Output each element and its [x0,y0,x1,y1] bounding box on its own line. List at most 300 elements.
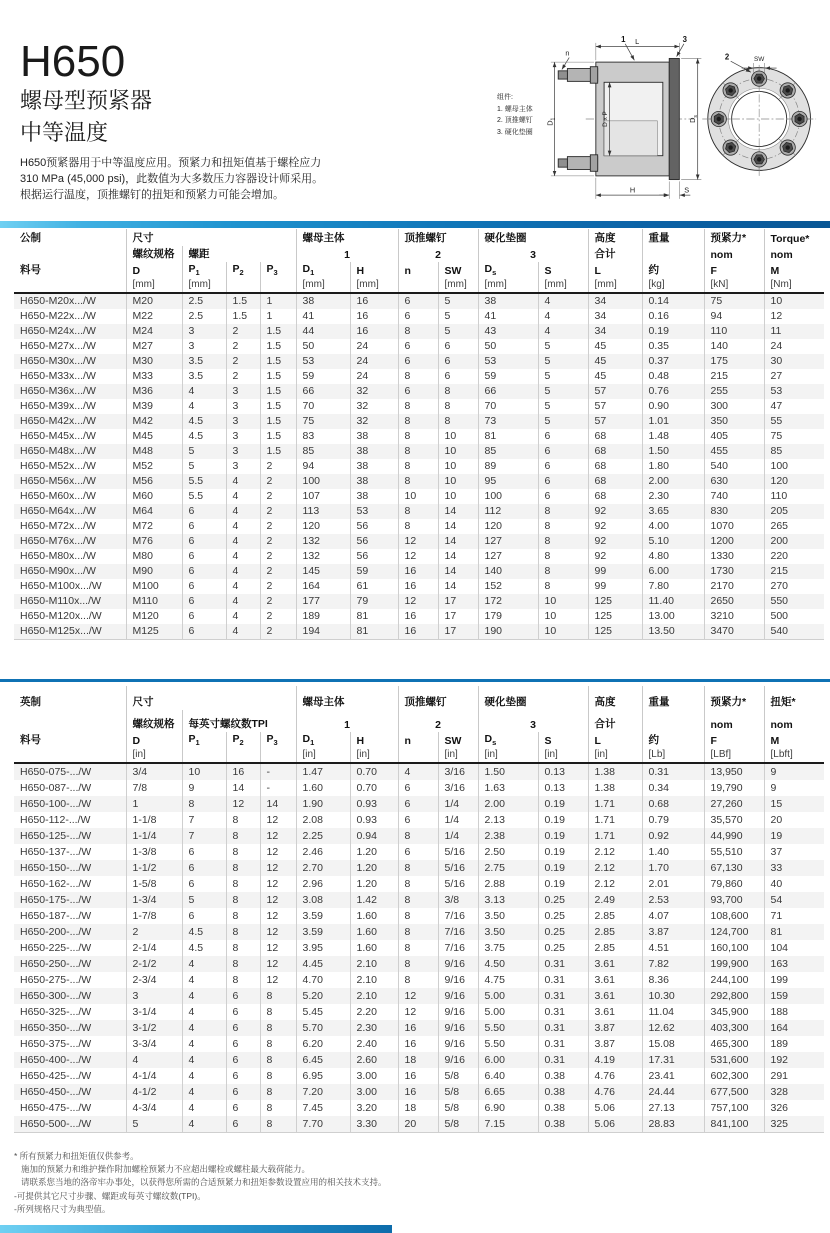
part-number-cell: H650-250-.../W [20,958,92,970]
value-cell: 270 [764,579,824,594]
table-row [14,1020,824,1036]
value-cell: 14 [438,564,478,579]
table-row [14,1068,824,1084]
header-cell: $D_s$ [478,732,538,748]
value-cell: 2.01 [642,876,704,892]
description-line: H650预紧器用于中等温度应用。预紧力和扭矩值基于螺栓应力 [20,157,322,170]
value-cell: 0.90 [642,399,704,414]
value-cell: 2.30 [642,489,704,504]
table-row [14,796,824,812]
part-number-cell: H650-M48x.../W [20,445,96,457]
header-cell: n [398,732,438,748]
title-block [20,37,490,204]
value-cell: 5 [538,339,588,354]
description-line: 310 MPa (45,000 psi)，此数值为大多数压力容器设计师采用。 [20,173,324,186]
value-cell: 328 [764,1084,824,1100]
header-row [14,732,824,748]
value-cell: 3.30 [350,1116,398,1133]
value-cell: 92 [588,549,642,564]
value-cell: 35,570 [704,812,764,828]
value-cell: 125 [588,594,642,609]
header-cell: $D_1$ [296,262,350,278]
value-cell: 2.85 [588,940,642,956]
value-cell: 1330 [704,549,764,564]
value-cell: 4 [226,504,260,519]
value-cell: 140 [478,564,538,579]
part-number-cell: H650-137-.../W [20,846,92,858]
value-cell: 112 [478,504,538,519]
table-row [14,504,824,519]
part-number-cell: H650-M76x.../W [20,535,96,547]
value-cell: 12 [260,924,296,940]
header-cell: $P_1$ [182,732,226,748]
value-cell: 75 [764,429,824,444]
value-cell: 6 [226,1004,260,1020]
value-cell: 6 [182,609,226,624]
value-cell: 0.70 [350,780,398,796]
table-row [14,293,824,309]
value-cell: 16 [398,624,438,640]
value-cell: 2.00 [478,796,538,812]
value-cell: 0.38 [538,1068,588,1084]
value-cell: 3.5 [182,369,226,384]
value-cell: 81 [350,609,398,624]
footnote-line: -所列规格尺寸为典型值。 [14,1203,111,1214]
value-cell: 6 [438,354,478,369]
value-cell: 2 [260,594,296,609]
value-cell: 1.60 [296,780,350,796]
value-cell: 0.92 [642,828,704,844]
value-cell: 4 [226,549,260,564]
value-cell: 2.40 [350,1036,398,1052]
header-cell: F [704,732,764,748]
value-cell: 3-1/2 [126,1020,182,1036]
value-cell: 7 [182,812,226,828]
value-cell: 4.76 [588,1084,642,1100]
header-cell: 合计 [588,710,642,732]
value-cell: 1.20 [350,860,398,876]
value-cell: 2.53 [642,892,704,908]
value-cell: 0.31 [642,763,704,780]
value-cell: 145 [296,564,350,579]
value-cell: M90 [126,564,182,579]
value-cell: 5/16 [438,876,478,892]
header-row [14,686,824,710]
table-row [14,564,824,579]
value-cell: 2170 [704,579,764,594]
value-cell: 70 [478,399,538,414]
value-cell: 104 [764,940,824,956]
value-cell: 27,260 [704,796,764,812]
value-cell: 4 [182,1020,226,1036]
product-description [20,156,490,204]
table-row [14,594,824,609]
value-cell: 2.08 [296,812,350,828]
value-cell: 6 [182,504,226,519]
value-cell: 0.34 [642,780,704,796]
header-cell: 硬化垫圈 [478,229,588,246]
value-cell: 10 [182,763,226,780]
header-cell [260,278,296,293]
value-cell: 1-1/8 [126,812,182,828]
table-row [14,369,824,384]
value-cell: 38 [350,489,398,504]
value-cell: 4.5 [182,940,226,956]
value-cell: 350 [704,414,764,429]
value-cell: 11.04 [642,1004,704,1020]
value-cell: 2.5 [182,309,226,324]
value-cell: 2.60 [350,1052,398,1068]
value-cell: 160,100 [704,940,764,956]
value-cell: 6 [398,309,438,324]
value-cell: 12 [260,828,296,844]
value-cell: 2.49 [588,892,642,908]
callout-label-3: 3 [682,34,687,44]
value-cell: 4 [538,324,588,339]
value-cell: 16 [398,609,438,624]
value-cell: 1070 [704,519,764,534]
part-number-cell: H650-475-.../W [20,1102,92,1114]
header-cell: n [398,262,438,278]
value-cell: 179 [478,609,538,624]
value-cell: 3/16 [438,780,478,796]
table-row [14,908,824,924]
value-cell: 3/8 [438,892,478,908]
value-cell: 1.5 [260,324,296,339]
value-cell: 5 [438,324,478,339]
value-cell: 6 [182,564,226,579]
value-cell: 4.5 [182,924,226,940]
value-cell: 757,100 [704,1100,764,1116]
value-cell: 16 [398,1068,438,1084]
table-row [14,429,824,444]
value-cell: 17 [438,624,478,640]
value-cell: M125 [126,624,182,640]
header-cell: 约 [642,262,704,278]
header-cell: 螺距 [182,246,296,262]
value-cell: 255 [704,384,764,399]
value-cell: M27 [126,339,182,354]
value-cell: 100 [296,474,350,489]
header-cell: 螺母主体 [296,686,398,710]
value-cell: - [260,780,296,796]
header-cell: [kN] [704,278,764,293]
value-cell: 164 [764,1020,824,1036]
dim-label-H: H [629,185,636,195]
part-number-cell: H650-225-.../W [20,942,92,954]
header-row [14,262,824,278]
value-cell: 28.83 [642,1116,704,1133]
part-number-cell: H650-425-.../W [20,1070,92,1082]
leader-line-n [562,58,569,70]
value-cell: 220 [764,549,824,564]
value-cell: 1.80 [642,459,704,474]
value-cell: 1.48 [642,429,704,444]
header-cell: 扭矩* [764,686,824,710]
value-cell: 6.00 [478,1052,538,1068]
value-cell: 4 [226,519,260,534]
value-cell: 38 [478,293,538,309]
value-cell: 0.79 [642,812,704,828]
value-cell: 8 [538,534,588,549]
part-number-cell: H650-087-.../W [20,782,92,794]
value-cell: 175 [704,354,764,369]
value-cell: 1200 [704,534,764,549]
value-cell: 14 [438,504,478,519]
header-row [14,246,824,262]
value-cell: 20 [764,812,824,828]
value-cell: 1.20 [350,876,398,892]
value-cell: 5.5 [182,474,226,489]
value-cell: 94 [296,459,350,474]
value-cell: 67,130 [704,860,764,876]
value-cell: 32 [350,399,398,414]
value-cell: 292,800 [704,988,764,1004]
bore-step [604,121,657,156]
value-cell: 14 [226,780,260,796]
value-cell: 16 [226,763,260,780]
header-cell: 螺纹规格 [126,710,182,732]
table-row [14,459,824,474]
value-cell: 47 [764,399,824,414]
value-cell: 325 [764,1116,824,1133]
value-cell: 2 [260,534,296,549]
imperial-divider-bar [0,679,830,682]
value-cell: 1-3/8 [126,844,182,860]
page-title: H650 [20,37,126,86]
value-cell: 6 [182,549,226,564]
value-cell: 8 [398,459,438,474]
value-cell: 12 [398,594,438,609]
value-cell: 1.60 [350,924,398,940]
value-cell: 8 [226,812,260,828]
value-cell: M120 [126,609,182,624]
value-cell: 16 [398,1036,438,1052]
value-cell: 57 [588,399,642,414]
value-cell: 27.13 [642,1100,704,1116]
value-cell: 500 [764,609,824,624]
value-cell: 92 [588,534,642,549]
value-cell: 12 [398,549,438,564]
value-cell: 1 [126,796,182,812]
value-cell: 8 [438,384,478,399]
section-divider-bar [0,221,830,228]
value-cell: 5 [182,892,226,908]
value-cell: 4.07 [642,908,704,924]
value-cell: 1 [260,309,296,324]
value-cell: 10 [438,444,478,459]
value-cell: 4 [226,474,260,489]
value-cell: 32 [350,384,398,399]
callout-label-2: 2 [724,52,730,62]
value-cell: 15.08 [642,1036,704,1052]
header-cell: [in] [296,748,350,763]
value-cell: M60 [126,489,182,504]
value-cell: 7 [182,828,226,844]
header-cell: [in] [438,748,478,763]
value-cell: 3 [226,429,260,444]
value-cell: 6 [398,384,438,399]
value-cell: 841,100 [704,1116,764,1133]
value-cell: 6 [398,812,438,828]
value-cell: 8 [226,828,260,844]
header-cell: 合计 [588,246,642,262]
value-cell: 244,100 [704,972,764,988]
value-cell: 3.50 [478,908,538,924]
value-cell: 120 [764,474,824,489]
value-cell: 4 [226,534,260,549]
header-cell: [Nm] [764,278,824,293]
value-cell: 6 [226,1100,260,1116]
value-cell: 8 [398,828,438,844]
value-cell: 8 [260,1084,296,1100]
value-cell: 3 [226,399,260,414]
value-cell: 4.45 [296,956,350,972]
value-cell: 1.42 [350,892,398,908]
value-cell: 100 [764,459,824,474]
value-cell: 10 [438,474,478,489]
value-cell: 24.44 [642,1084,704,1100]
value-cell: 12 [398,988,438,1004]
header-cell: [mm] [478,278,538,293]
description-line: 根据运行温度，顶推螺钉的扭矩和预紧力可能会增加。 [20,189,284,202]
value-cell: 6 [182,624,226,640]
value-cell: 12 [260,844,296,860]
value-cell: 3.00 [350,1084,398,1100]
footnote-line: -可提供其它尺寸步骤、螺距或每英寸螺纹数(TPI)。 [14,1190,206,1201]
value-cell: 6 [226,1036,260,1052]
value-cell: 8 [182,796,226,812]
value-cell: 6 [438,339,478,354]
part-number-cell: H650-150-.../W [20,862,92,874]
value-cell: 5.45 [296,1004,350,1020]
header-cell: $P_2$ [226,732,260,748]
header-cell: [mm] [296,278,350,293]
value-cell: 1.5 [260,369,296,384]
value-cell: 12 [260,892,296,908]
value-cell: 5.06 [588,1116,642,1133]
value-cell: 2 [226,369,260,384]
header-cell: $D_s$ [478,262,538,278]
value-cell: 3210 [704,609,764,624]
value-cell: 0.38 [538,1116,588,1133]
value-cell: 56 [350,519,398,534]
header-cell: [mm] [588,278,642,293]
value-cell: 10 [538,594,588,609]
value-cell: 4.70 [296,972,350,988]
value-cell: 38 [296,293,350,309]
value-cell: - [260,763,296,780]
value-cell: 8 [398,940,438,956]
value-cell: 6 [398,339,438,354]
value-cell: 10 [538,624,588,640]
part-number-cell: H650-450-.../W [20,1086,92,1098]
value-cell: 9/16 [438,1052,478,1068]
header-cell [14,748,126,763]
value-cell: 0.31 [538,988,588,1004]
dim-label-L: L [635,36,640,46]
header-cell: $P_2$ [226,262,260,278]
value-cell: 8 [398,972,438,988]
value-cell: 6 [538,489,588,504]
value-cell: 172 [478,594,538,609]
header-cell: 尺寸 [126,229,296,246]
value-cell: 3.59 [296,924,350,940]
value-cell: 0.93 [350,796,398,812]
dim-label-DxP: D x P [601,111,609,127]
dim-label-S: S [684,185,690,195]
value-cell: 12 [260,972,296,988]
value-cell: 0.38 [538,1084,588,1100]
value-cell: 18 [398,1100,438,1116]
value-cell: 531,600 [704,1052,764,1068]
value-cell: 2.10 [350,972,398,988]
value-cell: 24 [350,354,398,369]
value-cell: 4 [182,1116,226,1133]
header-cell: 英制 [20,696,41,708]
value-cell: 0.16 [642,309,704,324]
table-row [14,1036,824,1052]
value-cell: 0.35 [642,339,704,354]
value-cell: 291 [764,1068,824,1084]
value-cell: 92 [588,519,642,534]
value-cell: 9 [182,780,226,796]
header-cell: 料号 [20,734,41,746]
value-cell: 4 [182,399,226,414]
value-cell: 6 [182,519,226,534]
value-cell: 89 [478,459,538,474]
value-cell: 66 [296,384,350,399]
value-cell: M76 [126,534,182,549]
value-cell: 8 [260,988,296,1004]
value-cell: 14 [260,796,296,812]
footnote-line: * 所有预紧力和扭矩值仅供参考。 [14,1151,139,1161]
header-cell: 预紧力* [704,229,764,246]
value-cell: 125 [588,624,642,640]
value-cell: 30 [764,354,824,369]
table-row [14,844,824,860]
value-cell: 4 [226,609,260,624]
table-row [14,1084,824,1100]
value-cell: 4.76 [588,1068,642,1084]
value-cell: 192 [764,1052,824,1068]
value-cell: 9/16 [438,1036,478,1052]
value-cell: 215 [764,564,824,579]
value-cell: 2 [260,624,296,640]
value-cell: 45 [588,354,642,369]
value-cell: 8 [538,549,588,564]
value-cell: 8 [538,519,588,534]
value-cell: 403,300 [704,1020,764,1036]
value-cell: 1-3/4 [126,892,182,908]
value-cell: 10.30 [642,988,704,1004]
value-cell: 1.63 [478,780,538,796]
value-cell: 3.65 [642,504,704,519]
value-cell: 27 [764,369,824,384]
dim-label-D1: $D_1$ [545,117,557,126]
value-cell: 2 [260,459,296,474]
value-cell: 45 [588,339,642,354]
header-cell: 顶推螺钉 [398,686,478,710]
header-cell: 硬化垫圈 [478,686,588,710]
value-cell: 5/16 [438,844,478,860]
value-cell: 188 [764,1004,824,1020]
table-row [14,828,824,844]
value-cell: 71 [764,908,824,924]
header-cell: [kg] [642,278,704,293]
value-cell: 1.38 [588,763,642,780]
value-cell: 50 [478,339,538,354]
